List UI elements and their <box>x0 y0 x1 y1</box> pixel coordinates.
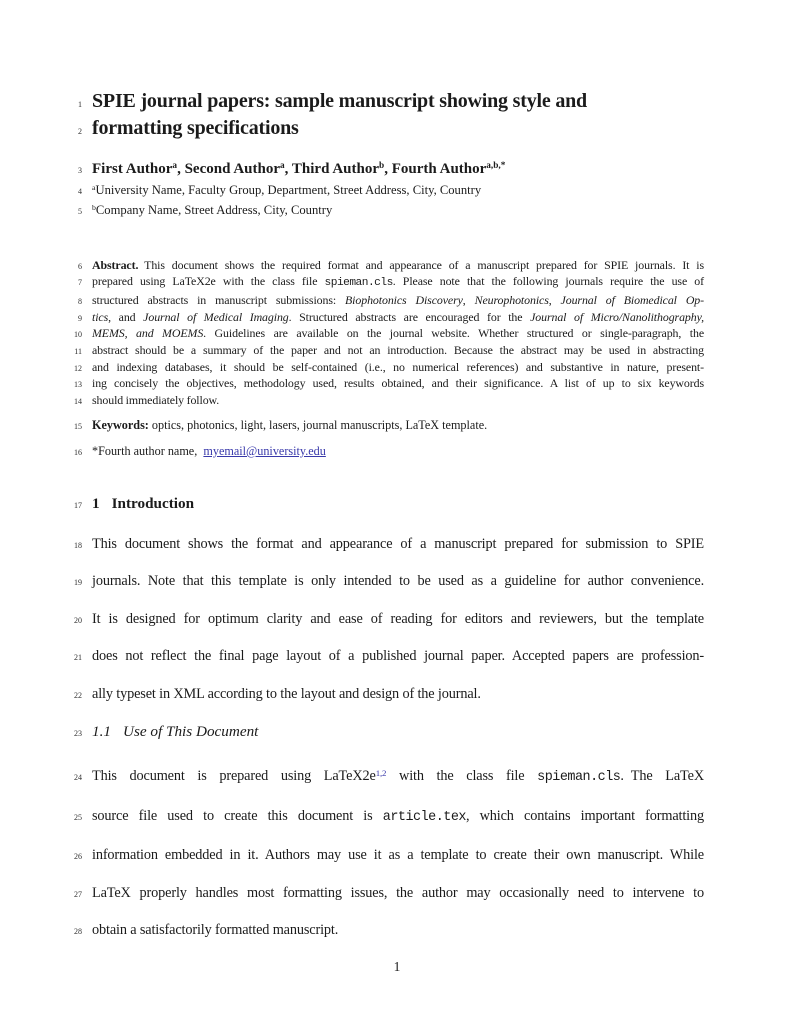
line-number: 2 <box>78 127 82 136</box>
line-number: 10 <box>74 330 82 340</box>
line-text <box>92 494 704 513</box>
abstract <box>0 257 794 409</box>
text-segment: a <box>172 161 178 172</box>
line-number: 28 <box>74 927 82 937</box>
line-number: 15 <box>74 421 82 431</box>
line-text <box>92 921 704 940</box>
manuscript-line <box>0 417 794 434</box>
text-segment: Journal of Micro/Nanolithography, <box>530 309 705 324</box>
manuscript-line <box>0 181 794 201</box>
section-1-heading <box>0 494 794 513</box>
manuscript-line <box>0 535 794 554</box>
line-text <box>92 610 704 629</box>
line-text <box>92 572 704 591</box>
manuscript-line <box>0 443 794 460</box>
affiliations <box>0 181 794 221</box>
text-segment: University Name, Faculty Group, Department, Street Address, City, Country <box>95 182 482 197</box>
manuscript-line <box>0 494 794 513</box>
text-segment: 1.1 <box>92 723 111 741</box>
line-number: 1 <box>78 100 82 109</box>
line-text <box>92 342 704 359</box>
line-text <box>92 846 704 865</box>
line-number: 18 <box>74 540 82 550</box>
text-segment: . Please note that the following journals require the use of <box>392 274 705 289</box>
manuscript-line <box>0 309 794 326</box>
text-segment: , <box>548 292 561 307</box>
text-segment: Biophotonics Discovery <box>345 292 463 307</box>
line-text <box>92 160 704 181</box>
line-text <box>92 884 704 903</box>
text-segment: Abstract. <box>92 257 139 272</box>
line-number: 8 <box>78 296 82 306</box>
manuscript-line <box>0 375 794 392</box>
line-number: 14 <box>74 397 82 407</box>
line-text <box>92 257 704 274</box>
line-number: 12 <box>74 363 82 373</box>
line-text <box>92 443 704 460</box>
manuscript-line <box>0 359 794 376</box>
keywords <box>0 417 794 434</box>
text-segment: spieman.cls <box>324 277 393 290</box>
line-text <box>92 181 704 201</box>
text-segment: . Structured abstracts are encouraged for the <box>288 309 531 324</box>
manuscript-line <box>0 610 794 629</box>
text-segment: Introduction <box>111 494 195 512</box>
line-text <box>92 392 704 409</box>
text-segment: First Author <box>92 161 173 177</box>
line-text <box>92 647 704 666</box>
intro-paragraph <box>0 535 794 704</box>
manuscript-line <box>0 572 794 591</box>
text-segment: b <box>379 161 385 172</box>
line-number: 9 <box>78 313 82 323</box>
text-segment: Neurophotonics <box>474 292 549 307</box>
line-number: 22 <box>74 690 82 700</box>
line-number: 7 <box>78 278 82 288</box>
authors <box>0 160 794 181</box>
text-segment: Journal of Biomedical Op- <box>560 292 705 307</box>
text-segment: MEMS, and MOEMS <box>92 326 204 341</box>
line-text <box>92 807 704 828</box>
text-segment: *Fourth author name, <box>92 443 204 458</box>
line-text <box>92 417 704 434</box>
manuscript-line <box>0 292 794 309</box>
text-segment: This document shows the format and appearance of a manuscript prepared for submission to SPIE <box>92 535 704 552</box>
text-segment: , which contains important formatting <box>465 807 704 824</box>
line-number: 23 <box>74 729 82 739</box>
line-text <box>92 115 704 142</box>
text-segment: . The LaTeX <box>620 768 704 785</box>
citation-link[interactable]: 1,2 <box>375 767 387 778</box>
text-segment: does not reflect the final page layout of a published journal paper. Accepted papers are profession- <box>92 648 704 665</box>
line-text <box>92 273 704 292</box>
line-text <box>92 88 704 115</box>
line-text <box>92 309 704 326</box>
text-segment: This document shows the required format and appearance of a manuscript prepared for SPIE journals. It is <box>138 257 704 272</box>
line-number: 17 <box>74 500 82 510</box>
use-paragraph <box>0 767 794 940</box>
manuscript-line <box>0 767 794 788</box>
text-segment: spieman.cls <box>537 770 621 786</box>
manuscript-line <box>0 846 794 865</box>
text-segment: ing concisely the objectives, methodology used, results obtained, and their significance. A list of up to six keywords <box>92 376 704 391</box>
line-number: 6 <box>78 261 82 271</box>
manuscript-line <box>0 325 794 342</box>
line-number: 25 <box>74 812 82 822</box>
manuscript-body <box>0 88 794 940</box>
text-segment: structured abstracts in manuscript submissions: <box>92 292 346 307</box>
text-segment: 1 <box>92 494 100 512</box>
manuscript-line <box>0 722 794 741</box>
line-text <box>92 292 704 309</box>
text-segment: article.tex <box>382 809 466 825</box>
text-segment: Keywords: <box>92 417 149 432</box>
manuscript-line <box>0 647 794 666</box>
line-number: 26 <box>74 852 82 862</box>
author-footnote <box>0 443 794 460</box>
manuscript-line <box>0 807 794 828</box>
text-segment: It is designed for optimum clarity and ease of reading for editors and reviewers, but the template <box>92 610 704 627</box>
text-segment: a <box>92 182 96 192</box>
text-segment: Use of This Document <box>122 723 259 741</box>
manuscript-line <box>0 342 794 359</box>
line-number: 11 <box>74 347 82 357</box>
email-link[interactable]: myemail@university.edu <box>203 443 326 458</box>
line-text <box>92 359 704 376</box>
manuscript-line <box>0 392 794 409</box>
manuscript-line <box>0 201 794 221</box>
subsection-1-1-heading <box>0 722 794 741</box>
text-segment: SPIE journal papers: sample manuscript showing style and <box>92 90 587 112</box>
text-segment: This document is prepared using LaTeX2e <box>92 768 376 785</box>
page-number: 1 <box>393 959 401 974</box>
manuscript-line <box>0 273 794 292</box>
title <box>0 88 794 142</box>
text-segment: a,b,* <box>486 161 506 172</box>
manuscript-line <box>0 685 794 704</box>
text-segment: information embedded in it. Authors may use it as a template to create their own manuscript. While <box>92 847 704 864</box>
text-segment: and indexing databases, it should be self-contained (i.e., no numerical references) and substantive in nature, present- <box>92 359 704 374</box>
manuscript-line <box>0 88 794 115</box>
line-number: 13 <box>74 380 82 390</box>
line-number: 5 <box>78 206 82 216</box>
text-segment: Journal of Medical Imaging <box>143 309 289 324</box>
text-segment: abstract should be a summary of the paper and not an introduction. Because the abstract may be used in abstracting <box>92 343 704 358</box>
line-number: 27 <box>74 889 82 899</box>
line-number: 21 <box>74 653 82 663</box>
line-number: 24 <box>74 773 82 783</box>
manuscript-line <box>0 921 794 940</box>
text-segment: prepared using LaTeX2e with the class file <box>92 274 325 289</box>
text-segment: b <box>92 202 96 212</box>
text-segment: optics, photonics, light, lasers, journal manuscripts, LaTeX template. <box>148 417 488 432</box>
line-text <box>92 685 704 704</box>
text-segment: , and <box>108 309 144 324</box>
text-segment: , Third Author <box>284 161 380 177</box>
line-text <box>92 201 704 221</box>
text-segment: with the class file <box>386 768 538 785</box>
line-number: 4 <box>78 186 82 196</box>
manuscript-line <box>0 257 794 274</box>
line-text <box>92 325 704 342</box>
text-segment: source file used to create this document is <box>92 807 383 824</box>
text-segment: , Fourth Author <box>384 161 487 177</box>
text-segment: . Guidelines are available on the journal website. Whether structured or single-paragraph, the <box>203 326 705 341</box>
line-text <box>92 535 704 554</box>
text-segment: a <box>280 161 285 172</box>
manuscript-line <box>0 884 794 903</box>
line-text <box>92 722 704 741</box>
line-number: 16 <box>74 447 82 457</box>
text-segment: should immediately follow. <box>92 393 220 408</box>
line-text <box>92 375 704 392</box>
text-segment: journals. Note that this template is only intended to be used as a guideline for author convenience. <box>92 573 704 590</box>
line-text <box>92 767 704 788</box>
text-segment: tics <box>92 309 109 324</box>
line-number: 20 <box>74 615 82 625</box>
text-segment: , Second Author <box>177 161 281 177</box>
text-segment: Company Name, Street Address, City, Country <box>95 202 333 217</box>
manuscript-line <box>0 160 794 181</box>
text-segment: formatting specifications <box>92 117 299 139</box>
manuscript-line <box>0 115 794 142</box>
line-number: 3 <box>78 166 82 175</box>
line-number: 19 <box>74 578 82 588</box>
text-segment: obtain a satisfactorily formatted manuscript. <box>92 922 339 939</box>
text-segment: LaTeX properly handles most formatting issues, the author may occasionally need to intervene to <box>92 884 704 901</box>
text-segment: , <box>462 292 475 307</box>
text-segment: ally typeset in XML according to the layout and design of the journal. <box>92 685 481 702</box>
